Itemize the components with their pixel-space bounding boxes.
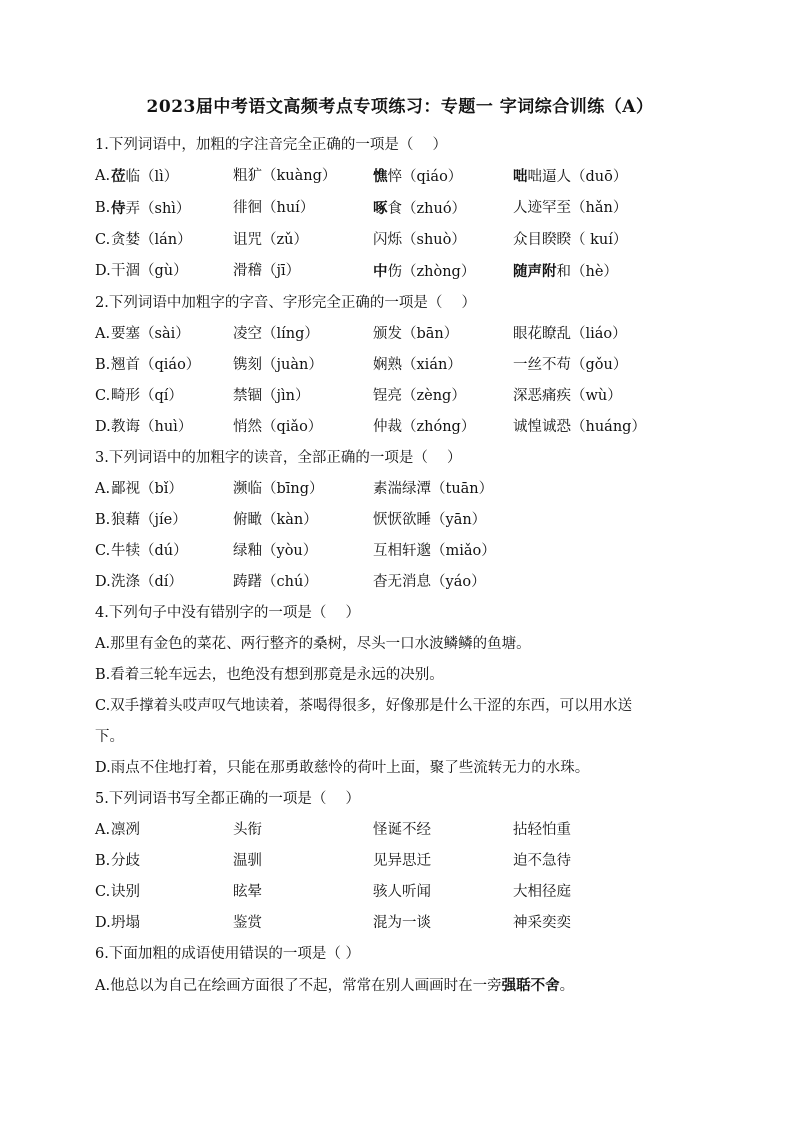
option-term: 悄然（qiǎo） [233,419,323,435]
option-term: 恹恹欲睡（yān） [373,512,487,528]
q5-option-row [95,877,705,908]
option-term: 神采奕奕 [513,915,571,931]
question-4-option-c: C.双手撑着头哎声叹气地读着，茶喝得很多，好像那是什么干涩的东西，可以用水送 [95,698,633,714]
option-term: 眼花瞭乱（liáo） [513,326,627,342]
question-4-option-a: A.那里有金色的菜花、两行整齐的桑树，尽头一口水波鳞鳞的鱼塘。 [95,636,531,652]
option-label: D. [95,263,111,279]
option-term: 畸形（qí） [111,388,183,404]
option-term: 娴熟（xián） [373,357,462,373]
option-term: 随声附和（hè） [513,263,618,280]
option-label: D. [95,419,111,435]
question-1-options [95,161,705,288]
question-3-options [95,474,705,598]
q3-option-row [95,505,705,536]
option-term: 侍弄（shì） [111,200,191,217]
option-label: D. [95,915,111,931]
option-term: 踌躇（chú） [233,574,318,590]
option-label: B. [95,512,111,528]
option-term: 一丝不苟（gǒu） [513,357,628,373]
option-term: 温驯 [233,853,262,869]
option-label: B. [95,200,111,216]
document-title: 2023届中考语文高频考点专项练习：专题一 字词综合训练（A） [146,97,654,117]
option-term: 凌空（líng） [233,326,319,342]
option-term: 仲裁（zhóng） [373,419,476,435]
option-term: 干涸（gù） [111,263,188,279]
option-term: 咄咄逼人（duō） [513,168,628,185]
option-term: 鉴赏 [233,915,262,931]
option-term: 镌刻（juàn） [233,357,323,373]
option-term: 头衔 [233,822,262,838]
question-4-stem: 4.下列句子中没有错别字的一项是（ ） [95,605,360,621]
q1-option-row [95,161,705,193]
option-term: 坍塌 [111,915,140,931]
option-term: 诅咒（zǔ） [233,232,308,248]
option-label: D. [95,574,111,590]
q3-option-row [95,536,705,567]
option-term: 混为一谈 [373,915,431,931]
q6-a-pre: A.他总以为自己在绘画方面很了不起，常常在别人画画时在一旁 [95,978,502,994]
option-term: 莅临（lì） [111,168,179,185]
option-term: 牛犊（dú） [111,543,188,559]
option-term: 滑稽（jī） [233,263,301,279]
option-term: 洗涤（dí） [111,574,183,590]
question-6-option-a [95,970,705,1002]
option-term: 鄙视（bǐ） [111,481,183,497]
option-term: 啄食（zhuó） [373,200,467,217]
option-term: 禁锢（jìn） [233,388,310,404]
option-term: 分歧 [111,853,140,869]
q5-option-row [95,815,705,846]
question-4-option-d: D.雨点不住地打着，只能在那勇敢慈怜的荷叶上面，聚了些流转无力的水珠。 [95,760,590,776]
q5-option-row [95,908,705,939]
document-page [95,95,705,1002]
option-label: C. [95,884,111,900]
q1-option-row [95,193,705,225]
option-term: 素湍绿潭（tuān） [373,481,494,497]
option-label: C. [95,232,111,248]
q5-option-row [95,846,705,877]
option-term: 狼藉（jíe） [111,512,187,528]
q1-option-row [95,225,705,256]
q2-option-row [95,412,705,443]
option-term: 怪诞不经 [373,822,431,838]
option-term: 拈轻怕重 [513,822,571,838]
option-label: B. [95,357,111,373]
option-term: 粗犷（kuàng） [233,168,337,184]
option-term: 互相轩邈（miǎo） [373,543,496,559]
option-term: 凛冽 [111,822,140,838]
question-2-stem: 2.下列词语中加粗字的字音、字形完全正确的一项是（ ） [95,295,476,311]
option-term: 诀别 [111,884,140,900]
option-term: 众目睽睽（ kuí） [513,232,628,248]
option-label: A. [95,822,111,838]
option-term: 闪烁（shuò） [373,232,466,248]
option-term: 迫不急待 [513,853,571,869]
question-5-stem: 5.下列词语书写全都正确的一项是（ ） [95,791,360,807]
option-term: 人迹罕至（hǎn） [513,200,628,216]
option-label: C. [95,543,111,559]
option-term: 要塞（sài） [111,326,190,342]
question-6-stem: 6.下面加粗的成语使用错误的一项是（ ） [95,946,360,962]
option-term: 翘首（qiáo） [111,357,201,373]
q2-option-row [95,319,705,350]
question-4-option-c-cont: 下。 [95,729,124,745]
option-term: 锃亮（zèng） [373,388,466,404]
question-1-stem: 1.下列词语中，加粗的字注音完全正确的一项是（ ） [95,137,447,153]
option-term: 颁发（bān） [373,326,459,342]
option-term: 见异思迁 [373,853,431,869]
option-term: 绿釉（yòu） [233,543,318,559]
question-4-option-b: B.看着三轮车远去，也绝没有想到那竟是永远的决别。 [95,667,444,683]
option-term: 贪婪（lán） [111,232,192,248]
q6-a-post: 。 [559,978,575,994]
q2-option-row [95,350,705,381]
option-label: C. [95,388,111,404]
q3-option-row [95,474,705,505]
option-label: A. [95,481,111,497]
q6-a-bold-idiom: 强聒不舍 [501,977,560,994]
option-label: B. [95,853,111,869]
option-term: 俯瞰（kàn） [233,512,318,528]
option-term: 深恶痛疾（wù） [513,388,622,404]
option-term: 中伤（zhòng） [373,263,476,280]
option-term: 教诲（huì） [111,419,193,435]
option-term: 濒临（bīng） [233,481,324,497]
option-term: 徘徊（huí） [233,200,315,216]
option-label: A. [95,168,111,184]
option-term: 大相径庭 [513,884,571,900]
option-term: 骇人听闻 [373,884,431,900]
option-term: 杳无消息（yáo） [373,574,486,590]
q2-option-row [95,381,705,412]
option-term: 眩晕 [233,884,262,900]
q3-option-row [95,567,705,598]
question-2-options [95,319,705,443]
question-5-options [95,815,705,939]
question-3-stem: 3.下列词语中的加粗字的读音，全部正确的一项是（ ） [95,450,462,466]
option-label: A. [95,326,111,342]
option-term: 诚惶诚恐（huáng） [513,419,646,435]
q1-option-row [95,256,705,288]
option-term: 憔悴（qiáo） [373,168,463,185]
